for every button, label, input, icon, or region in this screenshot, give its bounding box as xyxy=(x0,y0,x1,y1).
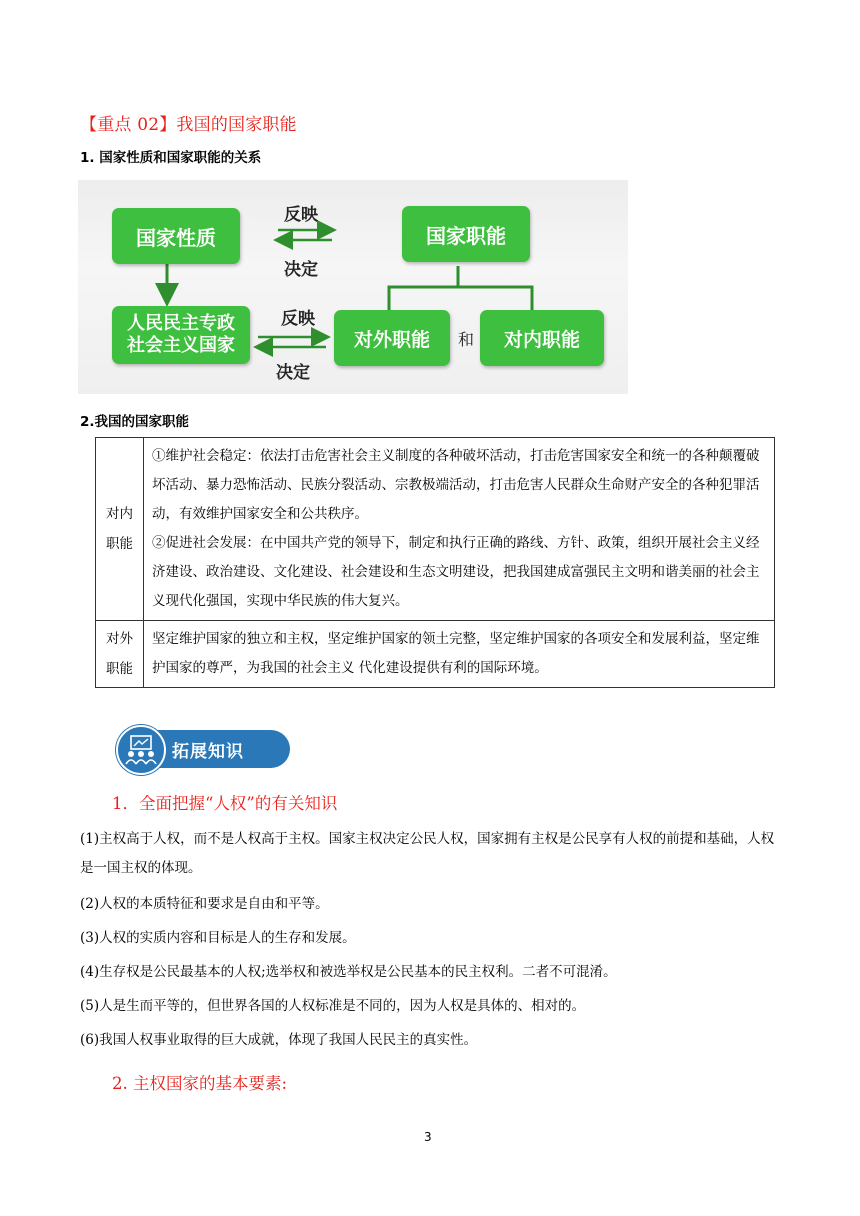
dictatorship-line2: 社会主义国家 xyxy=(127,335,235,356)
knowledge-item: (3)人权的实质内容和目标是人的生存和发展。 xyxy=(80,930,356,946)
section-heading-1: 1. 国家性质和国家职能的关系 xyxy=(80,150,262,166)
decide-label-top: 决定 xyxy=(284,260,318,280)
table-row-internal xyxy=(96,438,775,621)
state-functions-table xyxy=(95,437,775,688)
knowledge-item: (4)生存权是公民最基本的人权;选举权和被选举权是公民基本的民主权利。二者不可混淆。 xyxy=(80,964,617,980)
reflect-label-top: 反映 xyxy=(284,205,318,225)
internal-point-1: ①维护社会稳定：依法打击危害社会主义制度的各种破坏活动，打击危害国家安全和统一的各种颠覆破坏活动、暴力恐怖活动、民族分裂活动、宗教极端活动，打击危害人民群众生命财产安全的各种犯罪活动，有效维护国家安全和公共秩序。 xyxy=(152,448,760,522)
knowledge-heading-1: 1．全面把握“人权”的有关知识 xyxy=(112,794,338,813)
knowledge-item: (6)我国人权事业取得的巨大成就，体现了我国人民民主的真实性。 xyxy=(80,1032,478,1048)
label-external: 对外职能 xyxy=(96,621,144,688)
relationship-diagram xyxy=(78,180,628,394)
box-state-function: 国家职能 xyxy=(402,206,530,262)
knowledge-item: (5)人是生而平等的，但世界各国的人权标准是不同的，因为人权是具体的、相对的。 xyxy=(80,998,586,1014)
knowledge-heading-2: 2. 主权国家的基本要素: xyxy=(112,1074,288,1093)
box-external-function: 对外职能 xyxy=(334,310,450,366)
banner-label: 拓展知识 xyxy=(172,742,244,762)
box-internal-function: 对内职能 xyxy=(480,310,604,366)
presentation-icon xyxy=(116,725,166,775)
dictatorship-line1: 人民民主专政 xyxy=(127,313,235,334)
box-people-democratic-dictatorship xyxy=(112,306,250,364)
cell-external: 坚定维护国家的独立和主权，坚定维护国家的领土完整，坚定维护国家的各项安全和发展利益，坚定维护国家的尊严，为我国的社会主义 代化建设提供有利的国际环境。 xyxy=(144,621,775,688)
page-number: 3 xyxy=(424,1130,432,1144)
knowledge-item: (1)主权高于人权，而不是人权高于主权。国家主权决定公民人权，国家拥有主权是公民享有人权的前提和基础，人权是一国主权的体现。 xyxy=(80,831,775,876)
table-row-external xyxy=(96,621,775,688)
internal-point-2: ②促进社会发展：在中国共产党的领导下，制定和执行正确的路线、方针、政策，组织开展社会主义经济建设、政治建设、文化建设、社会建设和生态文明建设，把我国建成富强民主文明和谐美丽的社会主义现代化强国，实现中华民族的伟大复兴。 xyxy=(152,535,760,609)
reflect-label-bottom: 反映 xyxy=(281,309,315,329)
bracket-connector xyxy=(389,266,532,310)
decide-label-bottom: 决定 xyxy=(276,363,310,383)
page-title: 【重点 02】我国的国家职能 xyxy=(80,115,297,135)
section-heading-2: 2.我国的国家职能 xyxy=(80,414,190,430)
box-state-nature: 国家性质 xyxy=(112,208,240,264)
knowledge-item: (2)人权的本质特征和要求是自由和平等。 xyxy=(80,896,329,912)
and-label: 和 xyxy=(458,330,475,349)
extension-knowledge-banner xyxy=(116,725,292,773)
label-internal: 对内职能 xyxy=(96,438,144,621)
cell-internal xyxy=(144,438,775,621)
